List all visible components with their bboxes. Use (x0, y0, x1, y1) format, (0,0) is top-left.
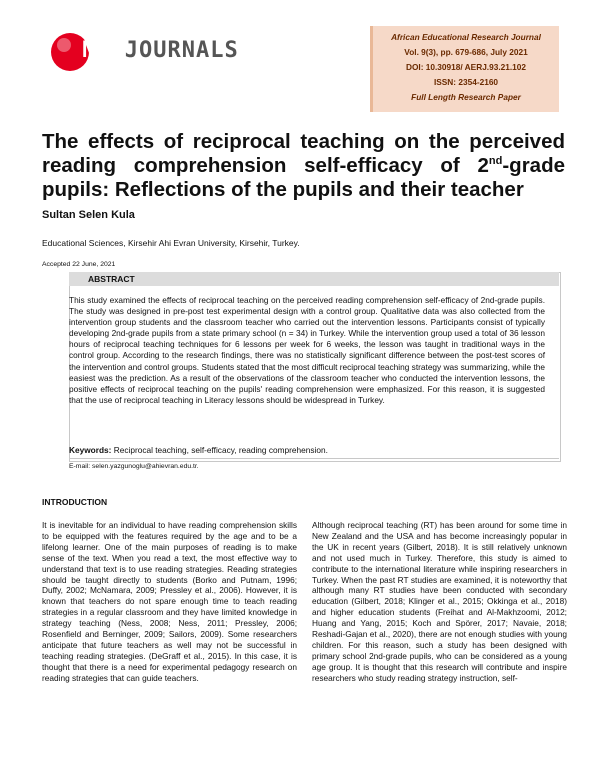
keywords (69, 445, 328, 455)
abstract-text: This study examined the effects of reciprocal teaching on the perceived reading comprehension self-efficacy of 2nd-grade pupils. The study was designed in pre-post test experimental design with a control group. Qualitative data was also collected from the intervention group students and the classroom teacher who carried out the intervention lessons. Participants consist of typically developing 2nd-grade pupils from a state primary school (n = 34) in Turkey. While the intervention group used a total of 36 lesson hours of reciprocal teaching techniques for 6 lessons per week for 6 weeks, the lesson was taught in traditional ways in the control group. According to the research findings, there was no statistically significant difference between the post-test scores of the intervention and control groups. Students stated that the most difficult reciprocal teaching strategy was summarizing, while the easiest was the prediction. As a result of the observations of the classroom teacher who conducted the intervention lessons, the positive effects of reciprocal teaching on the pupils' reading comprehension were emphasized. For this reason, it is suggested that the use of reciprocal teaching in Literacy lessons should be widespread in Turkey. (69, 295, 545, 405)
abstract-header-bar (69, 272, 559, 286)
paper-title: The effects of reciprocal teaching on the perceived reading comprehension self-efficacy of 2nd-grade pupils: Reflections of the pupils and their teacher (42, 130, 565, 201)
journal-issn: ISSN: 2354-2160 (433, 77, 499, 87)
author-name: Sultan Selen Kula (42, 209, 135, 221)
author-affiliation: Educational Sciences, Kirsehir Ahi Evran University, Kirsehir, Turkey. (42, 238, 300, 248)
accepted-date: Accepted 22 June, 2021 (42, 261, 116, 268)
introduction-left-column: It is inevitable for an individual to have reading comprehension skills to be equipped with the features required by the age and to be a lifelong learner. One of the main purposes of reading is to make sense of the text. When you read a text, the most effective way to understand that text is to use reading strategies. Reading strategies should be taught directly to students (Borko and Putnam, 1996; Duffy, 2002; McNamara, 2009; Pressley et al., 2006). However, it is known that teachers do not spare enough time to teach reading strategies in a regular classroom and they have limited knowledge in strategy teaching (Ness, 2008; Ness, 2011; Pressley, 2006; Rosenfield and Berninger, 2009; Sailors, 2009). Some researchers anticipate that future teachers as well may not be successful in teaching reading strategies. (DeGraff et al., 2015). In this case, it is thought that there is a need for experimental pedagogy research on reading strategies that can guide teachers. (42, 520, 297, 683)
abstract-separator (69, 458, 559, 459)
journal-info-box (370, 26, 559, 112)
journal-name: African Educational Research Journal (391, 32, 541, 42)
keywords-list: Reciprocal teaching, self-efficacy, reading comprehension. (113, 445, 328, 455)
paper-type: Full Length Research Paper (411, 92, 521, 102)
introduction-right-column: Although reciprocal teaching (RT) has been around for some time in New Zealand and the USA and has become increasingly popular in the UK in recent years (Gilbert, 2018). It is still relatively unknown and not used much in Turkey. Therefore, this study is aimed to contribute to the international literature while inspiring researchers in Turkey. When the past RT studies are examined, it is noteworthy that although many RT studies have been conducted with secondary education (Gilbert, 2018; Klinger et al., 2015; Okkinga et al., 2018) and higher education students (Freihat and Al-Makhzoomi, 2012; Huang and Yang, 2015; Koch and Spörer, 2017; Navaie, 2018; Reshadi-Gajan et al., 2020), there are not enough studies with young children. For this reason, such a study has been designed with primary school 2nd-grade pupils, who can be considered as a young age group. It is thought that this research will contribute and inspire researchers who study reading strategy instruction, self- (312, 520, 567, 683)
abstract-heading: ABSTRACT (88, 274, 135, 284)
journal-doi: DOI: 10.30918/ AERJ.93.21.102 (405, 62, 527, 72)
author-email: E-mail: selen.yazgunoglu@ahievran.edu.tr. (69, 463, 199, 470)
journal-volume: Vol. 9(3), pp. 679-686, July 2021 (404, 47, 528, 57)
keywords-label: Keywords: (69, 445, 112, 455)
logo-wordmark: NETJOURNALS (82, 38, 239, 63)
introduction-heading: INTRODUCTION (42, 497, 108, 507)
